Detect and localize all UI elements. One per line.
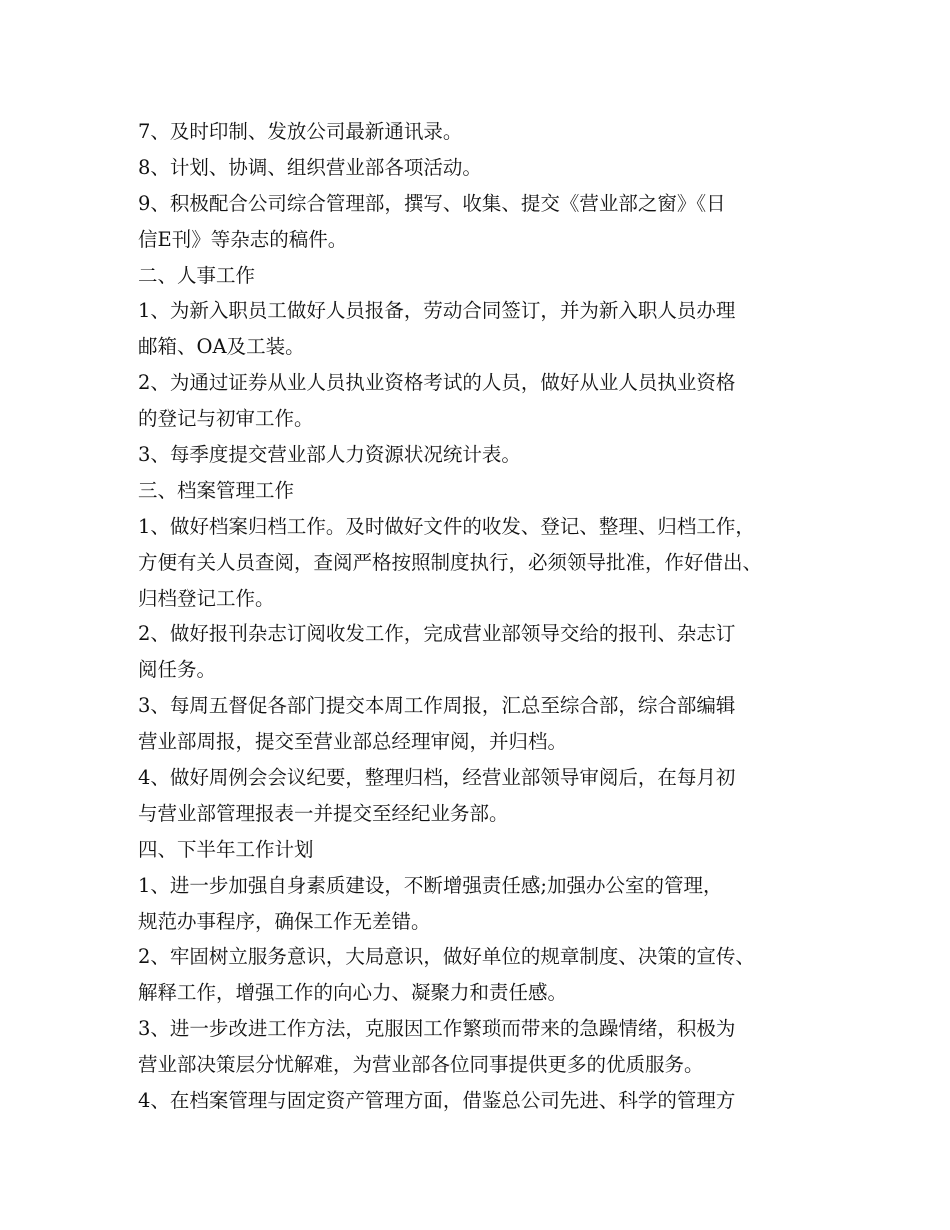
section-heading: 三、档案管理工作 <box>138 478 295 502</box>
section-heading: 二、人事工作 <box>138 263 256 287</box>
text-line: 1、做好档案归档工作。及时做好文件的收发、登记、整理、归档工作， <box>138 514 755 538</box>
text-line: 8、计划、协调、组织营业部各项活动。 <box>138 155 482 179</box>
text-line: 4、在档案管理与固定资产管理方面，借鉴总公司先进、科学的管理方 <box>138 1089 736 1113</box>
text-line: 邮箱、OA及工装。 <box>138 335 305 359</box>
text-line: 4、做好周例会会议纪要，整理归档，经营业部领导审阅后，在每月初 <box>138 766 736 790</box>
text-line: 信E刊》等杂志的稿件。 <box>138 227 348 251</box>
text-line: 与营业部管理报表一并提交至经纪业务部。 <box>138 801 509 825</box>
text-line: 解释工作，增强工作的向心力、凝聚力和责任感。 <box>138 981 568 1005</box>
text-line: 的登记与初审工作。 <box>138 407 314 431</box>
text-line: 1、进一步加强自身素质建设，不断增强责任感;加强办公室的管理， <box>138 873 723 897</box>
text-line: 9、积极配合公司综合管理部，撰写、收集、提交《营业部之窗》《日 <box>138 191 726 215</box>
text-line: 1、为新入职员工做好人员报备，劳动合同签订，并为新入职人员办理 <box>138 299 736 323</box>
text-line: 3、每季度提交营业部人力资源状况统计表。 <box>138 443 521 467</box>
text-line: 方便有关人员查阅，查阅严格按照制度执行，必须领导批准，作好借出、 <box>138 550 763 574</box>
text-line: 营业部周报，提交至营业部总经理审阅，并归档。 <box>138 730 568 754</box>
text-line: 营业部决策层分忧解难，为营业部各位同事提供更多的优质服务。 <box>138 1053 704 1077</box>
text-line: 归档登记工作。 <box>138 586 275 610</box>
text-line: 2、为通过证券从业人员执业资格考试的人员，做好从业人员执业资格 <box>138 371 736 395</box>
text-line: 阅任务。 <box>138 658 217 682</box>
document-body <box>138 114 838 1119</box>
text-line: 2、做好报刊杂志订阅收发工作，完成营业部领导交给的报刊、杂志订 <box>138 622 736 646</box>
text-line: 2、牢固树立服务意识，大局意识，做好单位的规章制度、决策的宣传、 <box>138 945 755 969</box>
section-heading: 四、下半年工作计划 <box>138 837 314 861</box>
text-line: 3、进一步改进工作方法，克服因工作繁琐而带来的急躁情绪，积极为 <box>138 1017 736 1041</box>
text-line: 7、及时印制、发放公司最新通讯录。 <box>138 120 463 143</box>
text-line: 规范办事程序，确保工作无差错。 <box>138 909 431 933</box>
text-line: 3、每周五督促各部门提交本周工作周报，汇总至综合部，综合部编辑 <box>138 694 736 718</box>
